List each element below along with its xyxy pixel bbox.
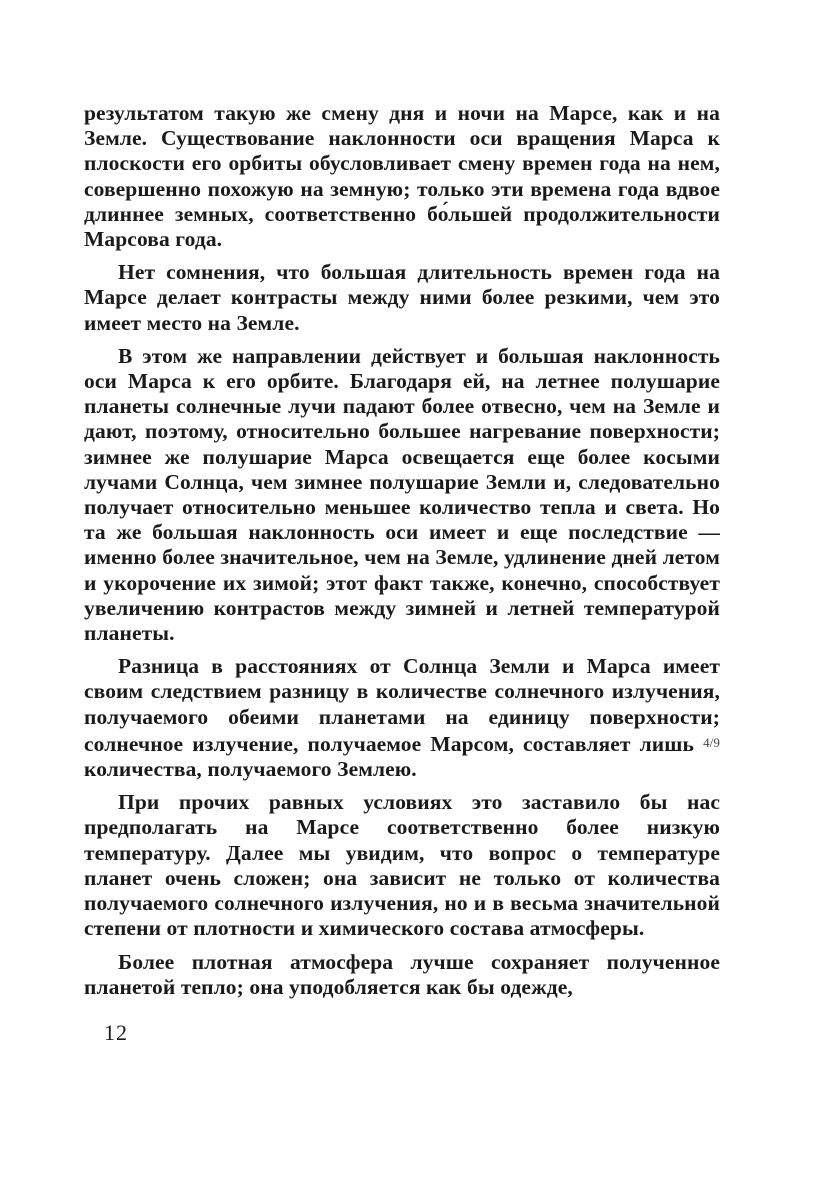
fraction: 4/9 bbox=[703, 734, 720, 750]
paragraph-4-text-a: Разница в расстояниях от Солнца Земли и Марса имеет своим следствием разницу в количестве солнечного излучения, получаемого обеими планетами на единицу поверхности; солнечное излучение, получаемое Марсом, составляет лишь bbox=[84, 654, 720, 756]
paragraph-6: Более плотная атмосфера лучше сохраняет полученное планетой тепло; она уподобляется как бы одежде, bbox=[84, 949, 720, 999]
paragraph-1: результатом такую же смену дня и ночи на Марсе, как и на Земле. Существование наклонности оси вращения Марса к плоскости его орбиты обусловливает смену времен года на нем, совершенно похожую на земную; только эти времена года вдвое длиннее земных, соответственно бо́льшей продолжительности Марсова года. bbox=[84, 101, 720, 252]
paragraph-3: В этом же направлении действует и большая наклонность оси Марса к его орбите. Благодаря ей, на летнее полушарие планеты солнечные лучи падают более отвесно, чем на Земле и дают, поэтому, относительно большее нагревание поверхности; зимнее же полушарие Марса освещается еще более косыми лучами Солнца, чем зимнее полушарие Земли и, следовательно получает относительно меньшее количество тепла и света. Но та же большая наклонность оси имеет и еще последствие — именно более значительное, чем на Земле, удлинение дней летом и укорочение их зимой; этот факт также, конечно, способствует увеличению контрастов между зимней и летней температурой планеты. bbox=[84, 343, 720, 646]
paragraph-4-text-b: количества, получаемого Землею. bbox=[84, 757, 417, 782]
page-number: 12 bbox=[104, 1020, 128, 1045]
paragraph-2: Нет сомнения, что большая длительность времен года на Марсе делает контрасты между ними более резкими, чем это имеет место на Земле. bbox=[84, 260, 720, 335]
paragraph-4 bbox=[84, 654, 720, 782]
page-body bbox=[84, 101, 720, 1008]
paragraph-5: При прочих равных условиях это заставило бы нас предполагать на Марсе соответственно более низкую температуру. Далее мы увидим, что вопрос о температуре планет очень сложен; она зависит не только от количества получаемого солнечного излучения, но и в весьма значительной степени от плотности и химического состава атмосферы. bbox=[84, 790, 720, 941]
